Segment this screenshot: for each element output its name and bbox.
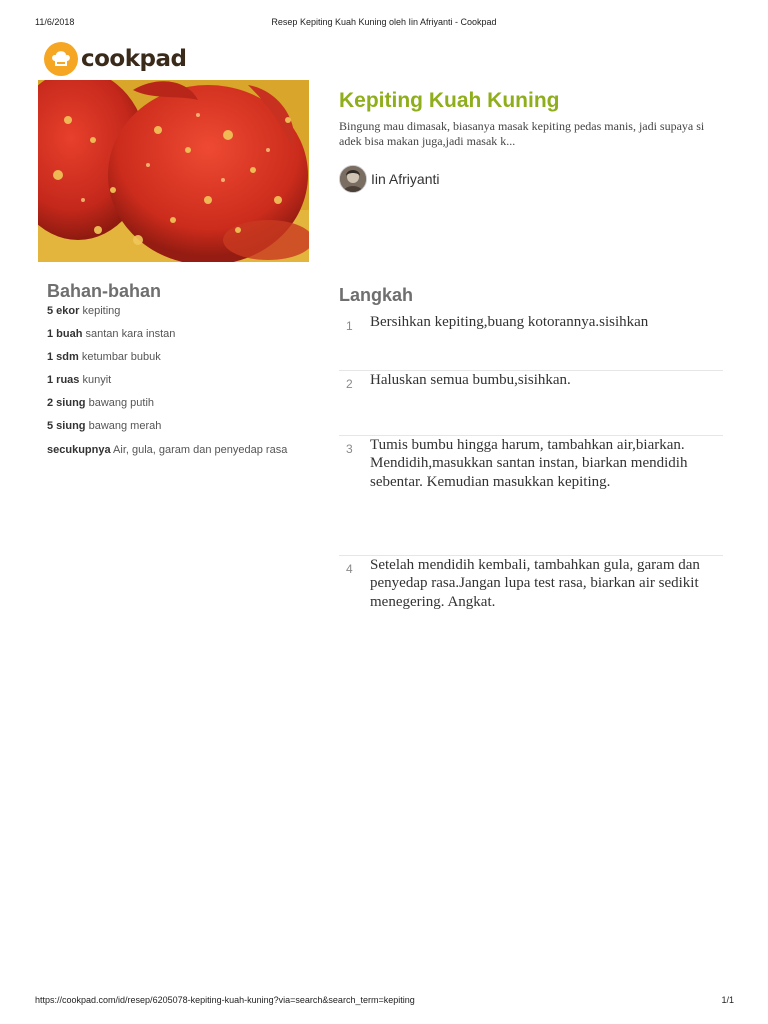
cookpad-wordmark: cookpad xyxy=(81,46,187,72)
ingredient-quantity: 2 siung xyxy=(47,397,86,410)
step-text: Tumis bumbu hingga harum, tambahkan air,biarkan. Mendidih,masukkan santan instan, biarkan mendidih sebentar. Kemudian masukkan kepiting. xyxy=(370,437,688,490)
author[interactable] xyxy=(339,165,439,193)
ingredient-item xyxy=(47,304,307,327)
step-item xyxy=(339,556,723,636)
ingredient-item xyxy=(47,443,307,466)
recipe-title: Kepiting Kuah Kuning xyxy=(339,89,560,112)
step-number: 3 xyxy=(346,442,353,456)
step-item xyxy=(339,371,723,436)
ingredient-name: bawang merah xyxy=(88,420,162,433)
ingredients-list xyxy=(47,304,307,466)
ingredient-name: kepiting xyxy=(82,305,121,317)
chef-hat-icon xyxy=(44,42,78,76)
step-item xyxy=(339,436,723,556)
ingredient-quantity: 5 ekor xyxy=(47,305,80,317)
steps-heading: Langkah xyxy=(339,285,414,305)
ingredient-quantity: secukupnya xyxy=(47,443,111,456)
step-number: 4 xyxy=(346,562,353,576)
ingredient-item xyxy=(47,350,307,373)
ingredient-item xyxy=(47,396,307,419)
ingredients-heading: Bahan-bahan xyxy=(47,281,162,301)
ingredient-quantity: 5 siung xyxy=(47,420,86,433)
print-url: https://cookpad.com/id/resep/6205078-kepiting-kuah-kuning?via=search&search_term=kepiting xyxy=(35,995,415,1005)
avatar xyxy=(339,165,367,193)
step-text: Haluskan semua bumbu,sisihkan. xyxy=(370,372,571,388)
ingredient-item xyxy=(47,327,307,350)
ingredient-name: santan kara instan xyxy=(85,328,176,341)
ingredient-quantity: 1 ruas xyxy=(47,374,80,387)
ingredient-name: Air, gula, garam dan penyedap rasa xyxy=(113,443,288,456)
step-text: Bersihkan kepiting,buang kotorannya.sisihkan xyxy=(370,314,649,330)
ingredient-quantity: 1 sdm xyxy=(47,351,79,364)
ingredient-name: bawang putih xyxy=(88,397,155,410)
ingredient-name: ketumbar bubuk xyxy=(81,351,161,364)
print-document-title: Resep Kepiting Kuah Kuning oleh Iin Afriyanti - Cookpad xyxy=(271,17,497,27)
steps-list xyxy=(339,313,723,636)
print-date: 11/6/2018 xyxy=(35,17,75,27)
ingredient-item xyxy=(47,373,307,396)
step-item xyxy=(339,313,723,371)
ingredient-name: kunyit xyxy=(82,374,112,387)
print-header xyxy=(0,17,768,31)
step-number: 1 xyxy=(346,319,353,333)
step-number: 2 xyxy=(346,377,353,391)
cookpad-logo[interactable] xyxy=(44,42,186,76)
author-name[interactable]: Iin Afriyanti xyxy=(371,171,440,187)
ingredient-item xyxy=(47,419,307,442)
ingredient-quantity: 1 buah xyxy=(47,328,83,341)
page-number: 1/1 xyxy=(721,995,734,1005)
print-footer xyxy=(0,995,768,1009)
recipe-photo xyxy=(38,80,309,262)
recipe-description: Bingung mau dimasak, biasanya masak kepiting pedas manis, jadi supaya si adek bisa makan juga,jadi masak k... xyxy=(339,119,705,148)
step-text: Setelah mendidih kembali, tambahkan gula, garam dan penyedap rasa.Jangan lupa test rasa, biarkan air sedikit menegering. Angkat. xyxy=(370,557,700,610)
